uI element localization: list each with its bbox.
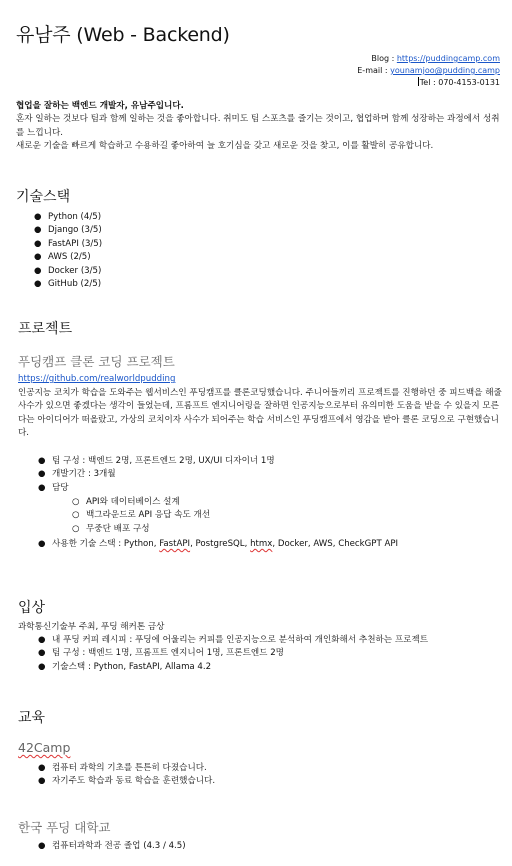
tel-line: [418, 77, 500, 89]
spellcheck-fastapi: FastAPI: [159, 539, 191, 549]
education-item: ● 자기주도 학습과 동료 학습을 훈련했습니다.: [38, 776, 216, 787]
tel-text: Tel : 070-4153-0131: [419, 78, 500, 87]
role-item: ○ 무중단 배포 구성: [72, 523, 150, 534]
role-item: ○ 백그라운드로 API 응답 속도 개선: [72, 510, 211, 521]
skills-list: [34, 211, 103, 291]
skill-item: ● Python (4/5): [34, 212, 102, 222]
projects-heading: 프로젝트: [18, 321, 73, 337]
award-subtitle: 과학통신기술부 주최, 푸딩 해커톤 금상: [18, 622, 165, 632]
email-label: E-mail :: [357, 66, 391, 75]
awards-list: [38, 634, 429, 674]
blog-link[interactable]: https://puddingcamp.com: [396, 54, 500, 63]
school-name-42camp: 42Camp: [18, 740, 71, 755]
project-team: ● 팀 구성 : 백엔드 2명, 프론트엔드 2명, UX/UI 디자이너 1명: [38, 456, 275, 466]
role-item: ○ API와 데이터베이스 설계: [72, 497, 180, 507]
education-heading: 교육: [18, 710, 46, 726]
project-stack-list: [38, 538, 399, 551]
blog-line: [371, 53, 500, 65]
award-item: ● 내 푸딩 커피 레시피 : 푸딩에 어울리는 커피를 인공지능으로 분석하여 개인화해서 추천하는 프로젝트: [38, 635, 429, 645]
school2-list: [38, 840, 186, 853]
project-repo-link[interactable]: https://github.com/realworldpudding: [18, 374, 176, 384]
project-role: ● 담당: [38, 482, 69, 493]
intro-line-1: 혼자 일하는 것보다 팀과 함께 일하는 것을 좋아합니다. 취미도 팀 스포츠를 즐기는 것이고, 협업하며 함께 성장하는 과정에서 성취를 느낍니다.: [16, 114, 500, 138]
text-cursor: [418, 77, 419, 86]
award-item: ● 기술스택 : Python, FastAPI, Allama 4.2: [38, 661, 212, 672]
spellcheck-htmx: htmx: [250, 539, 273, 549]
project-title: 푸딩캠프 클론 코딩 프로젝트: [18, 354, 175, 369]
skill-item: ● Docker (3/5): [34, 265, 102, 276]
project-stack: ● 사용한 기술 스택 : Python, FastAPI, PostgreSQL, htmx, Docker, AWS, CheckGPT API: [38, 539, 399, 549]
skill-item: ● FastAPI (3/5): [34, 238, 103, 249]
award-item: ● 팀 구성 : 백엔드 1명, 프롬프트 엔지니어 1명, 프론트엔드 2명: [38, 648, 284, 659]
school-name-university: 한국 푸딩 대학교: [18, 820, 111, 835]
intro-headline: 협업을 잘하는 백엔드 개발자, 유남주입니다.: [16, 101, 184, 111]
skills-heading: 기술스택: [16, 189, 71, 205]
blog-label: Blog :: [371, 54, 397, 63]
awards-heading: 입상: [18, 600, 46, 616]
school1-list: [38, 762, 216, 789]
intro-section: [16, 100, 502, 154]
email-link[interactable]: younamjoo@pudding.camp: [390, 66, 500, 75]
project-roles-list: [72, 496, 211, 536]
skill-item: ● AWS (2/5): [34, 252, 91, 263]
project-details-list: [38, 455, 275, 495]
project-description: 인공지능 코치가 학습을 도와주는 웹서비스인 푸딩캠프를 클론코딩했습니다. 주니어들끼리 프로젝트를 진행하던 중 피드백을 해줄 사수가 있으면 좋겠다는 생각이 들었는데, 프롬프트 엔지니어링을 잘하면 인공지능으로부터 유의미한 도움을 받을 수 있을지 모른다는 아이디어가 떠올랐고, 가상의 코치이자 사수가 되어주는 학습 서비스인 푸딩캠프에서 영감을 받아 클론 코딩으로 구현했습니다.: [18, 388, 502, 439]
skill-item: ● GitHub (2/5): [34, 279, 102, 290]
email-line: [357, 65, 500, 77]
skill-item: ● Django (3/5): [34, 225, 102, 236]
education-item: ● 컴퓨터 과학의 기초를 튼튼히 다졌습니다.: [38, 763, 207, 773]
project-period: ● 개발기간 : 3개월: [38, 469, 116, 480]
page-title: 유남주 (Web - Backend): [16, 24, 230, 46]
education-item: ● 컴퓨터과학과 전공 졸업 (4.3 / 4.5): [38, 841, 186, 851]
intro-line-2: 새로운 기술을 빠르게 학습하고 수용하길 좋아하여 늘 호기심을 갖고 새로운 것을 찾고, 이를 활발히 공유합니다.: [16, 141, 434, 152]
